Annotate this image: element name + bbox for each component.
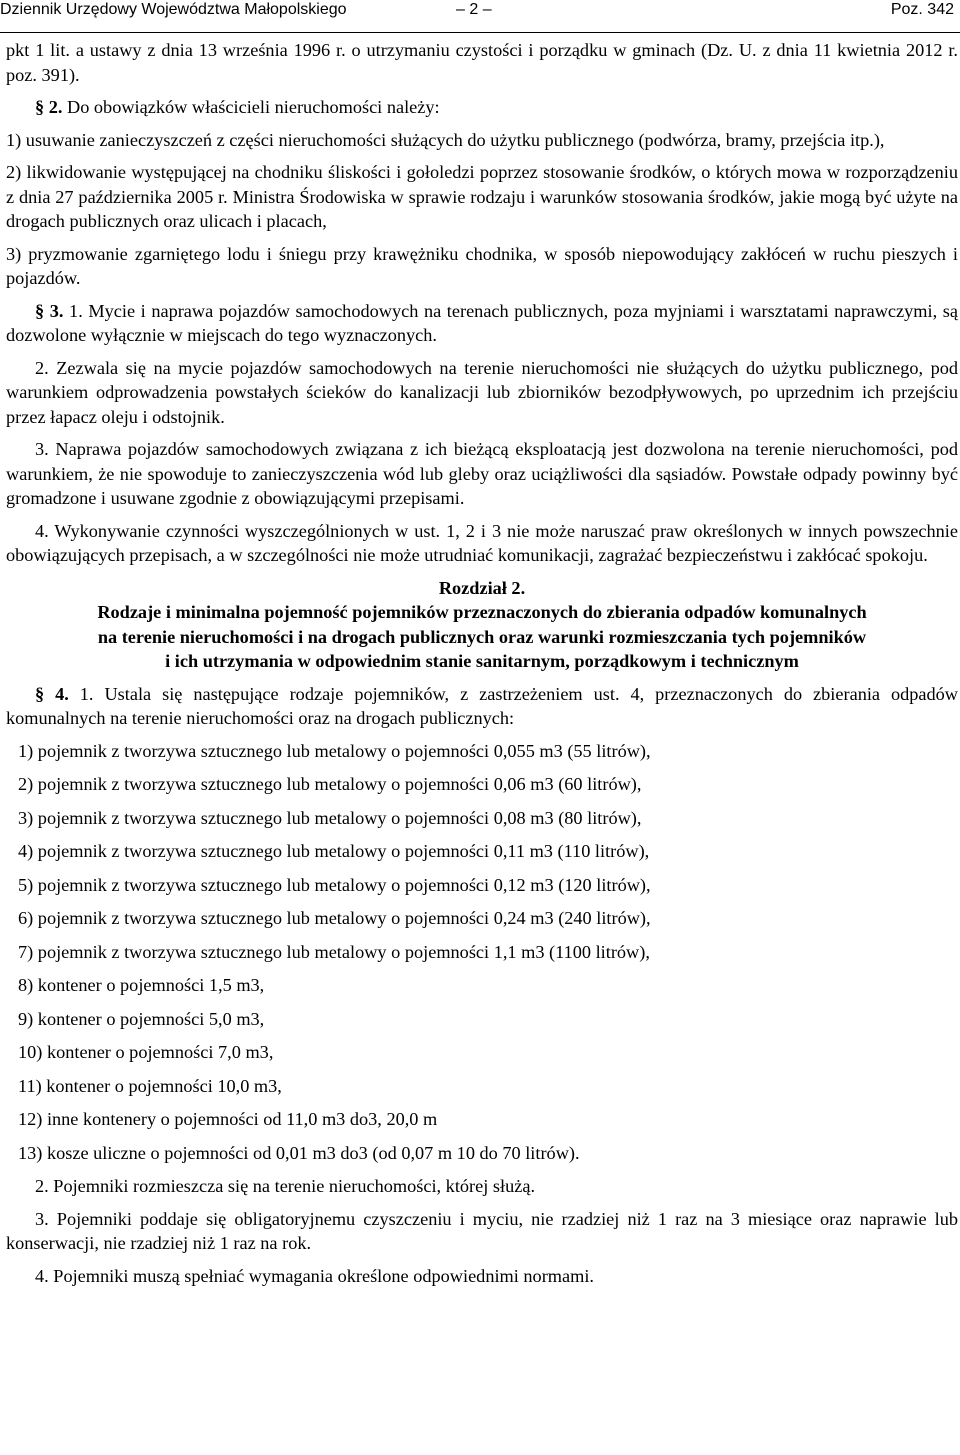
section-3-para-1 xyxy=(6,299,958,348)
paragraph: 4. Pojemniki muszą spełniać wymagania określone odpowiednimi normami. xyxy=(35,1265,594,1286)
section-number: § 3. xyxy=(35,300,64,321)
document-body xyxy=(6,38,958,1296)
paragraph: 3. Pojemniki poddaje się obligatoryjnemu czyszczeniu i myciu, nie rzadziej niż 1 raz na 3 miesiące oraz naprawie lub konserwacji, nie rzadziej niż 1 raz na rok. xyxy=(6,1208,958,1253)
chapter-title xyxy=(6,600,958,674)
list-item: 3) pojemnik z tworzywa sztucznego lub metalowy o pojemności 0,08 m3 (80 litrów), xyxy=(18,807,642,828)
chapter-label: Rozdział 2. xyxy=(438,577,526,598)
list-item: 7) pojemnik z tworzywa sztucznego lub metalowy o pojemności 1,1 m3 (1100 litrów), xyxy=(18,941,650,962)
list-item: 8) kontener o pojemności 1,5 m3, xyxy=(18,975,265,995)
paragraph: 4. Wykonywanie czynności wyszczególnionych w ust. 1, 2 i 3 nie może naruszać praw określonych w innych powszechnie obowiązujących przepisach, a w szczególności nie może utrudniać komunikacji, zagrażać bezpieczeństwu i zakłócać spokoju. xyxy=(6,520,958,565)
paragraph-text: 1. Mycie i naprawa pojazdów samochodowych na terenach publicznych, poza myjniami i warsztatami naprawczymi, są dozwolone wyłącznie w miejscach do tego wyznaczonych. xyxy=(6,300,958,345)
page-number: – 2 – xyxy=(456,1,492,18)
chapter-heading xyxy=(6,576,958,674)
paragraph: 3. Naprawa pojazdów samochodowych związana z ich bieżącą eksploatacją jest dozwolona na terenie nieruchomości, pod warunkiem, że nie spowoduje to zanieczyszczenia wód lub gleby oraz uciążliwości dla sąsiadów. Powstałe odpady powinny być gromadzone i usuwane zgodnie z obowiązującymi przepisami. xyxy=(6,439,958,508)
paragraph: 2. Zezwala się na mycie pojazdów samochodowych na terenie nieruchomości nie służących do użytku publicznego, pod warunkiem odprowadzenia powstałych ścieków do kanalizacji lub zbiorników bezodpływowych, po uprzednim ich przejściu przez łapacz oleju i odstojnik. xyxy=(6,357,958,427)
list-item: 10) kontener o pojemności 7,0 m3, xyxy=(18,1042,274,1062)
chapter-title-line: i ich utrzymania w odpowiednim stanie sanitarnym, porządkowym i technicznym xyxy=(165,651,799,671)
paragraph: 2. Pojemniki rozmieszcza się na terenie nieruchomości, której służą. xyxy=(35,1176,536,1196)
section-number: § 2. xyxy=(35,97,63,117)
section-2 xyxy=(6,95,958,291)
list-item: 13) kosze uliczne o pojemności od 0,01 m3 do3 (od 0,07 m 10 do 70 litrów). xyxy=(18,1142,580,1163)
intro-paragraph: pkt 1 lit. a ustawy z dnia 13 września 1996 r. o utrzymaniu czystości i porządku w gminach (Dz. U. z dnia 11 kwietnia 2012 r. poz. 391). xyxy=(6,40,958,85)
position-number: Poz. 342 xyxy=(890,1,954,18)
list-item: 12) inne kontenery o pojemności od 11,0 m3 do3, 20,0 m xyxy=(18,1109,438,1129)
list-item: 4) pojemnik z tworzywa sztucznego lub metalowy o pojemności 0,11 m3 (110 litrów), xyxy=(18,841,650,861)
list-item: 2) likwidowanie występującej na chodniku śliskości i gołoledzi poprzez stosowanie środków, o których mowa w rozporządzeniu z dnia 27 października 2005 r. Ministra Środowiska w sprawie rodzaju i warunków stosowania środków, jakie mogą być użyte na drogach publicznych oraz ulicach i placach, xyxy=(6,162,958,231)
list-item: 9) kontener o pojemności 5,0 m3, xyxy=(18,1008,265,1029)
section-3 xyxy=(6,299,958,568)
list-item: 1) usuwanie zanieczyszczeń z części nieruchomości służących do użytku publicznego (podwórza, bramy, przejścia itp.), xyxy=(6,129,885,150)
section-number: § 4. xyxy=(35,683,69,704)
list-item: 11) kontener o pojemności 10,0 m3, xyxy=(18,1075,282,1096)
list-item: 5) pojemnik z tworzywa sztucznego lub metalowy o pojemności 0,12 m3 (120 litrów), xyxy=(18,874,651,895)
list-item: 6) pojemnik z tworzywa sztucznego lub metalowy o pojemności 0,24 m3 (240 litrów), xyxy=(18,908,651,928)
list-item: 3) pryzmowanie zgarniętego lodu i śniegu przy krawężniku chodnika, w sposób niepowodujący zakłóceń w ruchu pieszych i pojazdów. xyxy=(6,243,958,288)
list-item: 2) pojemnik z tworzywa sztucznego lub metalowy o pojemności 0,06 m3 (60 litrów), xyxy=(18,774,642,794)
section-4 xyxy=(6,682,958,1289)
chapter-title-line: na terenie nieruchomości i na drogach publicznych oraz warunki rozmieszczania tych pojemników xyxy=(97,626,867,647)
section-4-intro xyxy=(6,682,958,731)
page-header xyxy=(0,0,960,33)
chapter-title-line: Rodzaje i minimalna pojemność pojemników przeznaczonych do zbierania odpadów komunalnych xyxy=(97,602,867,622)
list-item: 1) pojemnik z tworzywa sztucznego lub metalowy o pojemności 0,055 m3 (55 litrów), xyxy=(18,740,651,761)
section-2-lead xyxy=(6,95,958,120)
paragraph-text: 1. Ustala się następujące rodzaje pojemników, z zastrzeżeniem ust. 4, przeznaczonych do zbierania odpadów komunalnych na terenie nieruchomości oraz na drogach publicznych: xyxy=(6,683,959,728)
section-lead-text: Do obowiązków właścicieli nieruchomości należy: xyxy=(67,97,440,117)
journal-title: Dziennik Urzędowy Województwa Małopolskiego xyxy=(0,1,347,18)
